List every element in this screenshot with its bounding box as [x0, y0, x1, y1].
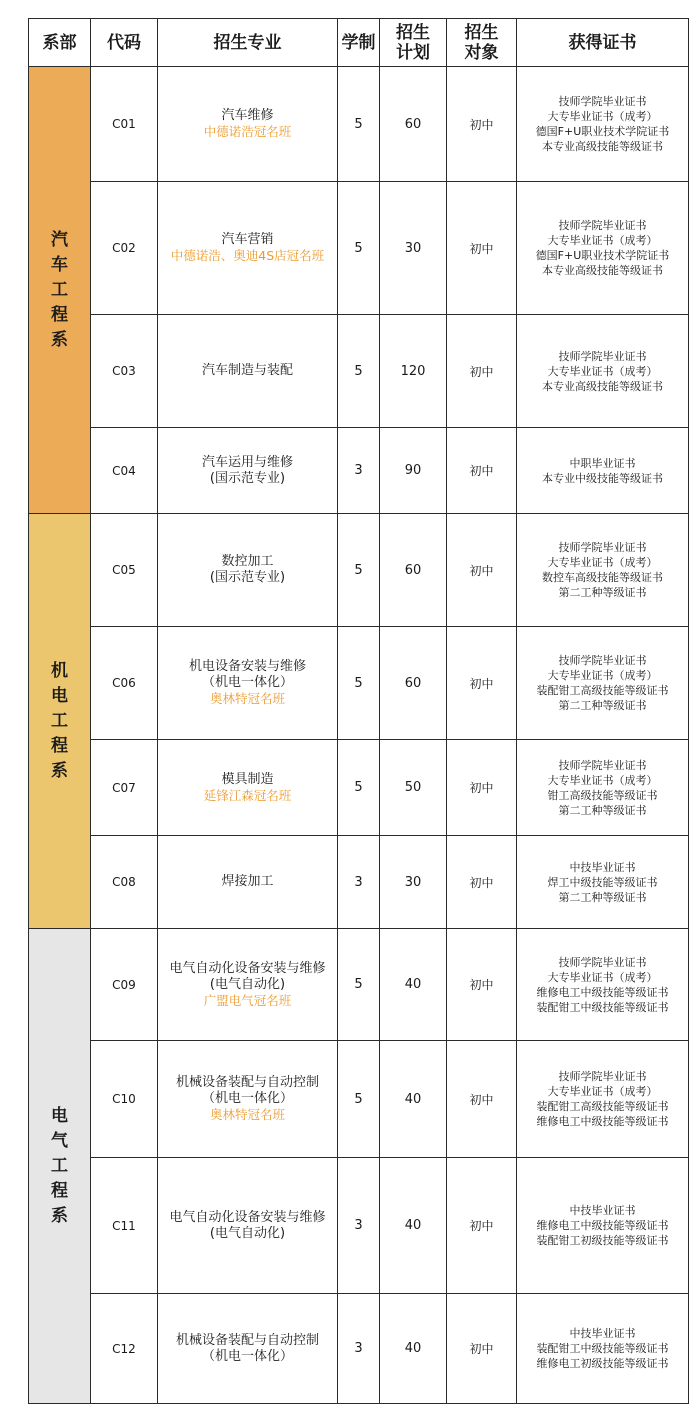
plan-cell: 40 — [380, 929, 447, 1041]
major-name-line: 机械设备装配与自动控制 — [175, 1332, 319, 1348]
major-name-line: 机械设备装配与自动控制 — [175, 1075, 319, 1090]
major-name-line: 模具制造 — [221, 771, 274, 787]
department-name-char: 系 — [51, 329, 68, 350]
certificate-item: 技师学院毕业证书 — [558, 1070, 647, 1083]
target-cell: 初中 — [447, 514, 517, 627]
plan-cell: 60 — [380, 514, 447, 627]
certificate-cell — [517, 315, 689, 428]
certificate-item: 第二工种等级证书 — [558, 803, 647, 817]
major-name-line: 汽车制造与装配 — [201, 363, 293, 378]
major-name-line: 机电设备安装与维修 — [188, 659, 306, 674]
header-dept: 系部 — [29, 19, 91, 67]
table-row — [29, 929, 689, 1041]
code-cell: C05 — [91, 514, 158, 627]
plan-cell: 30 — [380, 182, 447, 315]
header-major: 招生专业 — [158, 19, 338, 67]
header-target — [447, 19, 517, 67]
certificate-item: 装配钳工中级技能等级证书 — [536, 1342, 669, 1355]
target-cell: 初中 — [447, 627, 517, 740]
code-cell: C01 — [91, 67, 158, 182]
major-cell — [158, 315, 338, 428]
certificate-item: 技师学院毕业证书 — [558, 541, 647, 554]
sponsor-class-label: 广盟电气冠名班 — [203, 992, 292, 1008]
certificate-item: 中技毕业证书 — [569, 860, 636, 874]
certificate-item: 技师学院毕业证书 — [558, 349, 647, 363]
certificate-cell — [517, 67, 689, 182]
certificate-item: 装配钳工初级技能等级证书 — [536, 1234, 669, 1247]
department-name-char: 工 — [51, 279, 68, 300]
enrollment-table — [28, 18, 689, 1404]
target-cell: 初中 — [447, 315, 517, 428]
years-cell: 5 — [338, 740, 380, 836]
table-row — [29, 315, 689, 428]
code-cell: C07 — [91, 740, 158, 836]
target-cell: 初中 — [447, 182, 517, 315]
plan-cell: 40 — [380, 1041, 447, 1158]
years-cell: 3 — [338, 1294, 380, 1404]
sponsor-class-label: 中德诺浩、奥迪4S店冠名班 — [170, 248, 325, 263]
years-cell: 5 — [338, 627, 380, 740]
header-plan-line: 招生 — [396, 22, 430, 43]
years-cell: 5 — [338, 929, 380, 1041]
major-cell — [158, 740, 338, 836]
table-body — [29, 67, 689, 1404]
certificate-item: 大专毕业证书（成考） — [547, 773, 658, 787]
department-cell — [29, 514, 91, 929]
certificate-cell — [517, 929, 689, 1041]
department-name-char: 程 — [51, 735, 68, 756]
plan-cell: 60 — [380, 67, 447, 182]
certificate-item: 大专毕业证书（成考） — [547, 364, 658, 378]
major-name-line: (电气自动化) — [209, 1225, 286, 1241]
years-cell: 3 — [338, 1158, 380, 1294]
major-name-line: (国示范专业) — [209, 470, 286, 486]
plan-cell: 40 — [380, 1294, 447, 1404]
certificate-item: 装配钳工高级技能等级证书 — [536, 684, 669, 697]
major-name-line: 汽车营销 — [221, 232, 274, 247]
department-name-char: 电 — [51, 1105, 68, 1126]
certificate-item: 装配钳工高级技能等级证书 — [536, 1100, 669, 1113]
plan-cell: 40 — [380, 1158, 447, 1294]
code-cell: C10 — [91, 1041, 158, 1158]
department-name-char: 汽 — [51, 229, 68, 250]
certificate-item: 技师学院毕业证书 — [558, 95, 647, 108]
target-cell: 初中 — [447, 929, 517, 1041]
major-name-line: 电气自动化设备安装与维修 — [169, 1209, 326, 1225]
code-cell: C12 — [91, 1294, 158, 1404]
header-years: 学制 — [338, 19, 380, 67]
certificate-cell — [517, 836, 689, 929]
major-name-line: 焊接加工 — [221, 874, 274, 889]
major-name-line: 电气自动化设备安装与维修 — [169, 960, 326, 976]
certificate-item: 维修电工中级技能等级证书 — [536, 985, 669, 999]
certificate-item: 第二工种等级证书 — [558, 890, 647, 904]
department-name-char: 气 — [51, 1130, 68, 1151]
department-name-char: 系 — [51, 1205, 68, 1226]
certificate-item: 中职毕业证书 — [569, 456, 636, 470]
department-cell — [29, 929, 91, 1404]
certificate-item: 大专毕业证书（成考） — [547, 556, 658, 569]
certificate-cell — [517, 514, 689, 627]
years-cell: 3 — [338, 836, 380, 929]
major-cell — [158, 428, 338, 514]
sponsor-class-label: 奥林特冠名班 — [209, 1107, 285, 1122]
header-cert: 获得证书 — [517, 19, 689, 67]
table-row — [29, 740, 689, 836]
sponsor-class-label: 奥林特冠名班 — [209, 691, 285, 706]
table-row — [29, 836, 689, 929]
certificate-item: 技师学院毕业证书 — [558, 654, 647, 667]
target-cell: 初中 — [447, 1294, 517, 1404]
department-name-char: 工 — [51, 710, 68, 731]
code-cell: C11 — [91, 1158, 158, 1294]
certificate-item: 本专业高级技能等级证书 — [542, 140, 663, 153]
certificate-item: 大专毕业证书（成考） — [547, 110, 658, 123]
certificate-item: 数控车高级技能等级证书 — [542, 571, 663, 584]
certificate-item: 德国F+U职业技术学院证书 — [535, 249, 670, 262]
major-name-line: （机电一体化） — [201, 675, 293, 690]
certificate-item: 焊工中级技能等级证书 — [547, 875, 658, 889]
major-cell — [158, 67, 338, 182]
certificate-item: 大专毕业证书（成考） — [547, 1085, 658, 1098]
major-name-line: （机电一体化） — [201, 1091, 293, 1106]
major-cell — [158, 627, 338, 740]
certificate-item: 技师学院毕业证书 — [558, 758, 647, 772]
header-plan-line: 计划 — [396, 42, 430, 63]
major-cell — [158, 182, 338, 315]
certificate-item: 第二工种等级证书 — [558, 699, 647, 712]
major-name-line: （机电一体化） — [201, 1348, 293, 1364]
code-cell: C03 — [91, 315, 158, 428]
table-row — [29, 514, 689, 627]
major-cell — [158, 1294, 338, 1404]
table-row — [29, 1294, 689, 1404]
certificate-item: 本专业高级技能等级证书 — [542, 264, 663, 277]
table-row — [29, 1158, 689, 1294]
certificate-item: 德国F+U职业技术学院证书 — [535, 125, 670, 138]
sponsor-class-label: 延锋江森冠名班 — [203, 787, 292, 803]
years-cell: 5 — [338, 67, 380, 182]
department-name-char: 机 — [51, 660, 68, 681]
certificate-item: 本专业高级技能等级证书 — [542, 379, 663, 393]
certificate-cell — [517, 1294, 689, 1404]
years-cell: 5 — [338, 315, 380, 428]
certificate-item: 大专毕业证书（成考） — [547, 669, 658, 682]
code-cell: C06 — [91, 627, 158, 740]
major-cell — [158, 1041, 338, 1158]
major-cell — [158, 836, 338, 929]
plan-cell: 50 — [380, 740, 447, 836]
department-name-char: 系 — [51, 760, 68, 781]
header-target-line: 对象 — [464, 42, 499, 63]
table-row — [29, 428, 689, 514]
certificate-item: 维修电工初级技能等级证书 — [536, 1357, 669, 1370]
major-cell — [158, 514, 338, 627]
header-plan — [380, 19, 447, 67]
target-cell: 初中 — [447, 740, 517, 836]
certificate-item: 大专毕业证书（成考） — [547, 970, 658, 984]
code-cell: C04 — [91, 428, 158, 514]
department-name-char: 程 — [51, 304, 68, 325]
code-cell: C02 — [91, 182, 158, 315]
certificate-cell — [517, 182, 689, 315]
department-cell — [29, 67, 91, 514]
certificate-item: 中技毕业证书 — [569, 1204, 636, 1217]
table-row — [29, 182, 689, 315]
department-name-char: 电 — [51, 685, 68, 706]
department-name-char: 车 — [51, 254, 68, 275]
major-name-line: (国示范专业) — [209, 570, 286, 585]
years-cell: 3 — [338, 428, 380, 514]
plan-cell: 30 — [380, 836, 447, 929]
target-cell: 初中 — [447, 1158, 517, 1294]
plan-cell: 60 — [380, 627, 447, 740]
certificate-cell — [517, 1041, 689, 1158]
certificate-item: 第二工种等级证书 — [558, 586, 647, 599]
target-cell: 初中 — [447, 1041, 517, 1158]
major-name-line: 汽车运用与维修 — [201, 454, 293, 470]
certificate-item: 钳工高级技能等级证书 — [547, 788, 658, 802]
years-cell: 5 — [338, 1041, 380, 1158]
major-name-line: 数控加工 — [221, 554, 274, 569]
code-cell: C09 — [91, 929, 158, 1041]
certificate-item: 技师学院毕业证书 — [558, 219, 647, 232]
certificate-item: 技师学院毕业证书 — [558, 955, 647, 969]
certificate-item: 本专业中级技能等级证书 — [542, 471, 663, 485]
target-cell: 初中 — [447, 67, 517, 182]
major-cell — [158, 1158, 338, 1294]
certificate-item: 维修电工中级技能等级证书 — [536, 1219, 669, 1232]
certificate-item: 中技毕业证书 — [569, 1327, 636, 1340]
target-cell: 初中 — [447, 836, 517, 929]
certificate-cell — [517, 428, 689, 514]
major-name-line: (电气自动化) — [209, 976, 286, 992]
years-cell: 5 — [338, 182, 380, 315]
plan-cell: 90 — [380, 428, 447, 514]
table-row — [29, 67, 689, 182]
certificate-cell — [517, 740, 689, 836]
years-cell: 5 — [338, 514, 380, 627]
department-name-char: 程 — [51, 1180, 68, 1201]
table-row — [29, 627, 689, 740]
code-cell: C08 — [91, 836, 158, 929]
certificate-cell — [517, 627, 689, 740]
certificate-cell — [517, 1158, 689, 1294]
header-row — [29, 19, 689, 67]
certificate-item: 维修电工中级技能等级证书 — [536, 1115, 669, 1128]
major-cell — [158, 929, 338, 1041]
certificate-item: 装配钳工中级技能等级证书 — [536, 1000, 669, 1014]
target-cell: 初中 — [447, 428, 517, 514]
sponsor-class-label: 中德诺浩冠名班 — [203, 124, 292, 139]
certificate-item: 大专毕业证书（成考） — [547, 234, 658, 247]
header-target-line: 招生 — [464, 22, 499, 43]
department-name-char: 工 — [51, 1155, 68, 1176]
plan-cell: 120 — [380, 315, 447, 428]
table-row — [29, 1041, 689, 1158]
major-name-line: 汽车维修 — [221, 108, 274, 123]
header-code: 代码 — [91, 19, 158, 67]
